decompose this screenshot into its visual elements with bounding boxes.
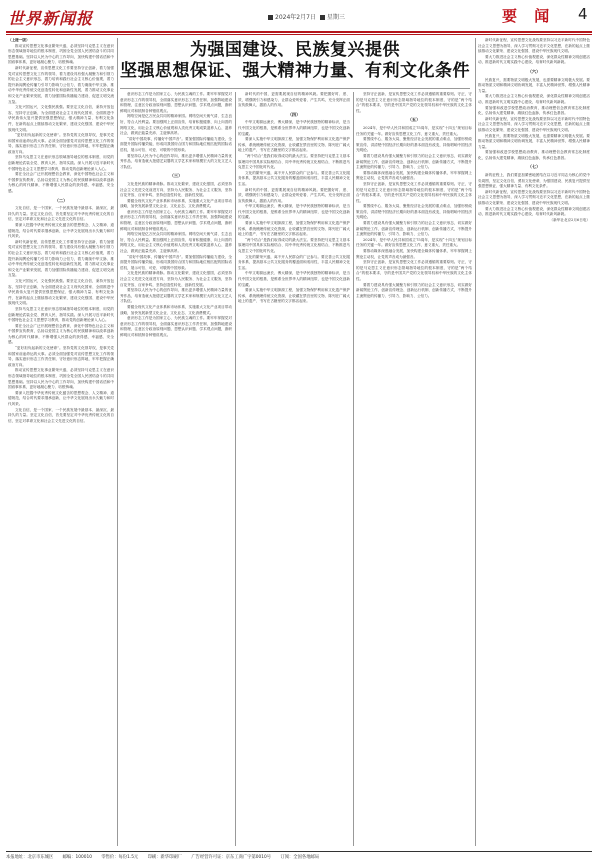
dispatch-credit: （新华社北京2月6日电） xyxy=(549,217,590,222)
section-number: （二） xyxy=(54,197,68,203)
paragraph: 要深入挖掘中华优秀传统文化蕴含的思想观念、人文精神、道德规范，结合时代要求继承创新，让中华文化展现出永久魅力和时代风采。 xyxy=(8,390,114,406)
paragraph: 要健全现代文化产业体系和市场体系，实施重大文化产业项目带动战略，加快发展新型文化企业、文化业态、文化消费模式。 xyxy=(120,198,232,209)
paragraph: “两个结合”是我们取得成功的最大法宝。要坚持把马克思主义基本原理同中国具体实际相结合、同中华优秀传统文化相结合，不断推进马克思主义中国化时代化。 xyxy=(238,237,350,254)
section-number: （三） xyxy=(169,173,183,179)
column-divider xyxy=(235,92,236,846)
paragraph: 中华文明源远流长、博大精深，是中华民族独特的精神标识，是当代中国文化的根基，是维系全世界华人的精神纽带，也是中国文化创新的宝藏。 xyxy=(238,204,350,220)
paragraph: 要加强和改进学校思想政治教育，推动理想信念教育常态化制度化，弘扬伟大建党精神，赓续红色血脉，传承红色基因。 xyxy=(478,105,590,116)
footer-item: 零售价：每份1.5元 xyxy=(101,855,139,860)
paragraph: 坚持守正创新，是宣传思想文化工作必须遵循的重要原则。守正，守的是马克思主义在意识形态领域指导地位的根本制度，守的是“两个结合”的根本要求，守的是中国共产党的文化领导权和中华民族的文化主体性。 xyxy=(356,181,472,203)
paragraph: 民族复兴，需要物质文明极大发展，也需要精神文明极大发展。要推动物质文明和精神文明协调发展，丰富人民精神世界，增强人民精神力量。 xyxy=(478,77,590,93)
paragraph: “讲好中国故事，传播好中国声音”。要加强国际传播能力建设，全面提升国际传播效能，形成同我国综合国力和国际地位相匹配的国际话语权，展示可信、可爱、可敬的中国形象。 xyxy=(120,254,232,270)
paragraph: 坚持马克思主义在意识形态领域指导地位的根本制度，用党的创新理论武装全党、教育人民、指导实践。深入开展习近平新时代中国特色社会主义思想学习教育，推动党的创新理论深入人心。 xyxy=(8,306,114,323)
paragraph: 新时代新征程，宣传思想文化战线要坚持以习近平新时代中国特色社会主义思想为指导，深入学习贯彻习近平文化思想，在新的起点上继续推动文化繁荣、建设文化强国、建设中华民族现代文明。 xyxy=(478,38,590,54)
paragraph: 文化的繁荣兴盛，离不开人民群众的广泛参与。要完善公共文化服务体系，提高基本公共文化服务的覆盖面和适用性，丰富人民精神文化生活。 xyxy=(238,254,350,270)
paragraph: 2024年，是中华人民共和国成立75周年，是实现“十四五”规划目标任务的关键一年。做好宣传思想文化工作，意义重大、责任重大。 xyxy=(356,125,472,136)
paragraph: 要着力建设具有强大凝聚力和引领力的社会主义意识形态，切实做好新闻舆论工作，创新宣传理念、创新运行机制、创新传播方式，不断提升主流舆论的传播力、引导力、影响力、公信力。 xyxy=(356,282,472,298)
masthead xyxy=(6,3,592,29)
article-column-2 xyxy=(120,92,232,846)
issue-date: 2024年2月7日 xyxy=(275,14,316,21)
masthead-rule-thin xyxy=(6,34,592,35)
paragraph: 要健全现代文化产业体系和市场体系，实施重大文化产业项目带动战略，加快发展新型文化企业、文化业态、文化消费模式。 xyxy=(120,304,232,315)
paragraph: 坚持马克思主义在意识形态领域指导地位的根本制度，用党的创新理论武装全党、教育人民、指导实践。深入开展习近平新时代中国特色社会主义思想学习教育，推动党的创新理论深入人心。 xyxy=(8,155,114,171)
section-title: 要 闻 xyxy=(502,7,556,25)
paragraph: 要着力建设具有强大凝聚力和引领力的社会主义意识形态，切实做好新闻舆论工作，创新宣传理念、创新运行机制、创新传播方式，不断提升主流舆论的传播力、引导力、影响力、公信力。 xyxy=(356,221,472,237)
paragraph: 新的征程上，我们要更加紧密地团结在以习近平同志为核心的党中央周围，坚定文化自信，勇担文化使命，为强国建设、民族复兴提供坚强思想保证、强大精神力量、有利文化条件。 xyxy=(478,173,590,189)
square-bullet-icon xyxy=(320,15,325,20)
square-bullet-icon xyxy=(268,15,273,20)
article-column-4 xyxy=(356,92,472,846)
paragraph: 民族复兴，需要物质文明极大发展，也需要精神文明极大发展。要推动物质文明和精神文明协调发展，丰富人民精神世界，增强人民精神力量。 xyxy=(478,133,590,149)
footer-item: 本报地址：北京市东城区 xyxy=(6,855,54,860)
headline-line-1: 为强国建设、民族复兴提供 xyxy=(190,40,400,60)
paragraph: 意识形态工作是为国家立心、为民族立魂的工作。要牢牢掌握党对意识形态工作的领导权，全面落实意识形态工作责任制，加强阵地建设和管理，注意区分政治原则问题、思想认识问题、学术观点问题，旗帜鲜明反对和抵制各种错误观点。 xyxy=(120,92,232,113)
paragraph: 文化自信，是一个国家、一个民族发展中最基本、最深沉、最持久的力量。坚定文化自信，首先要坚定对中华优秀传统文化的自信，坚定对革命文化和社会主义先进文化的自信。 xyxy=(8,407,114,423)
continued-tag: （上接一版） xyxy=(8,38,30,42)
paragraph: 文化自信，是一个国家、一个民族发展中最基本、最深沉、最持久的力量。坚定文化自信，首先要坚定对中华优秀传统文化的自信，坚定对革命文化和社会主义先进文化的自信。 xyxy=(8,206,114,222)
column-divider xyxy=(117,38,118,846)
section-number: （六） xyxy=(527,68,541,74)
paragraph: 坚持守正创新，是宣传思想文化工作必须遵循的重要原则。守正，守的是马克思主义在意识形态领域指导地位的根本制度，守的是“两个结合”的根本要求，守的是中国共产党的文化领导权和中华民族的文化主体性。 xyxy=(356,260,472,281)
paragraph: 网络空间是亿万民众共同的精神家园。网络空间天朗气清、生态良好，符合人民利益。要加强网上正面宣传，培育积极健康、向上向善的网络文化，用社会主义核心价值观和人类优秀文明成果滋养人心、滋养社会，做到正能量充沛、主旋律高昂。 xyxy=(120,232,232,254)
paragraph: 中华文明源远流长、博大精深，是中华民族独特的精神标识，是当代中国文化的根基，是维系全世界华人的精神纽带，也是中国文化创新的宝藏。 xyxy=(238,271,350,287)
footer-rule xyxy=(6,851,592,852)
article-column-3 xyxy=(238,92,350,846)
column-divider xyxy=(475,38,476,846)
paragraph: 文化是民族的精神命脉。推动文化繁荣、建设文化强国，必须坚持社会主义先进文化前进方向，坚持为人民服务、为社会主义服务，坚持百花齐放、百家争鸣，坚持创造性转化、创新性发展。 xyxy=(120,181,232,198)
paragraph: 新时代新征程，宣传思想文化战线要坚持以习近平新时代中国特色社会主义思想为指导，深入学习贯彻习近平文化思想，在新的起点上继续推动文化繁荣、建设文化强国、建设中华民族现代文明。 xyxy=(478,116,590,132)
page-number: 4 xyxy=(578,5,588,23)
paragraph: 文化兴国运兴，文化强民族强。要坚定文化自信，秉持开放包容，坚持守正创新，为全面建设社会主义现代化国家、全面推进中华民族伟大复兴提供坚强思想保证、强大精神力量、有利文化条件，在新的起点上继续推动文化繁荣、建设文化强国、建设中华民族现代文明。 xyxy=(8,278,114,306)
section-number: （七） xyxy=(527,164,541,170)
article-column-5 xyxy=(478,38,590,846)
paragraph: 要围绕中心、服务大局，聚焦经济社会发展的重点难点，加强形势政策宣传，讲清楚中国经济长期向好的基本面没有改变，持续唱响中国经济光明论。 xyxy=(356,204,472,220)
paragraph: “讲好中国故事，传播好中国声音”。要加强国际传播能力建设，全面提升国际传播效能，形成同我国综合国力和国际地位相匹配的国际话语权，展示可信、可爱、可敬的中国形象。 xyxy=(120,136,232,152)
paragraph: 意识形态工作是为国家立心、为民族立魂的工作。要牢牢掌握党对意识形态工作的领导权，全面落实意识形态工作责任制，加强阵地建设和管理，注意区分政治原则问题、思想认识问题、学术观点问题，旗帜鲜明反对和抵制各种错误观点。 xyxy=(120,316,232,337)
article-column-1 xyxy=(8,38,114,846)
paragraph: 要坚持以人民为中心的创作导向，推出更多增强人民精神力量的优秀作品，培育造就大批德艺双馨的文学艺术家和规模宏大的文化文艺人才队伍。 xyxy=(120,153,232,169)
paragraph: 坚持守正创新，是宣传思想文化工作必须遵循的重要原则。守正，守的是马克思主义在意识形态领域指导地位的根本制度，守的是“两个结合”的根本要求，守的是中国共产党的文化领导权和中华民族的文化主体性。 xyxy=(356,92,472,113)
paragraph: 要深入实施中华文明探源工程，加强文物保护利用和文化遗产保护传承，系统梳理传统文化资源，让收藏在禁宫里的文物、陈列在广阔大地上的遗产、书写在古籍里的文字都活起来。 xyxy=(238,288,350,304)
paragraph: 要深入实施中华文明探源工程，加强文物保护利用和文化遗产保护传承，系统梳理传统文化资源，让收藏在禁宫里的文物、陈列在广阔大地上的遗产、书写在古籍里的文字都活起来。 xyxy=(238,137,350,153)
paragraph: 要大力推进社会主义核心价值观建设，深化群众性精神文明创建活动，推进新时代文明实践中心建设，培育时代新风新貌。 xyxy=(478,206,590,217)
paragraph: 要在全社会广泛开展理想信念教育，深化中国特色社会主义和中国梦宣传教育，弘扬以爱国主义为核心的民族精神和以改革创新为核心的时代精神，不断增强人民群众的获得感、幸福感、安全感。 xyxy=(8,172,114,194)
paragraph: 中华文明源远流长、博大精深，是中华民族独特的精神标识，是当代中国文化的根基，是维系全世界华人的精神纽带，也是中国文化创新的宝藏。 xyxy=(238,120,350,136)
paragraph: 要围绕中心、服务大局，聚焦经济社会发展的重点难点，加强形势政策宣传，讲清楚中国经济长期向好的基本面没有改变，持续唱响中国经济光明论。 xyxy=(356,137,472,153)
page-footer xyxy=(6,854,592,860)
issue-weekday: 星期三 xyxy=(326,14,345,21)
paragraph: 意识形态工作是为国家立心、为民族立魂的工作。要牢牢掌握党对意识形态工作的领导权，全面落实意识形态工作责任制，加强阵地建设和管理，注意区分政治原则问题、思想认识问题、学术观点问题，旗帜鲜明反对和抵制各种错误观点。 xyxy=(120,209,232,231)
headline-line-2: 坚强思想保证、强大精神力量、有利文化条件 xyxy=(120,61,470,81)
paragraph: 要大力推进社会主义核心价值观建设，深化群众性精神文明创建活动，推进新时代文明实践中心建设，培育时代新风新貌。 xyxy=(478,54,590,65)
section-number: （五） xyxy=(407,117,421,123)
paragraph: 要着力建设具有强大凝聚力和引领力的社会主义意识形态，切实做好新闻舆论工作，创新宣传理念、创新运行机制、创新传播方式，不断提升主流舆论的传播力、引导力、影响力、公信力。 xyxy=(356,153,472,170)
paragraph: “两个结合”是我们取得成功的最大法宝。要坚持把马克思主义基本原理同中国具体实际相结合、同中华优秀传统文化相结合，不断推进马克思主义中国化时代化。 xyxy=(238,153,350,170)
paragraph: 网络空间是亿万民众共同的精神家园。网络空间天朗气清、生态良好，符合人民利益。要加强网上正面宣传，培育积极健康、向上向善的网络文化，用社会主义核心价值观和人类优秀文明成果滋养人心、滋养社会，做到正能量充沛、主旋律高昂。 xyxy=(120,114,232,136)
paragraph: 新时代新征程，宣传思想文化工作要坚持守正创新，着力加强党对宣传思想文化工作的领导，着力建设具有强大凝聚力和引领力的社会主义意识形态，着力培育和践行社会主义核心价值观，着力提升新闻舆论传播力引导力影响力公信力，着力赓续中华文脉、推动中华优秀传统文化创造性转化和创新性发展，着力推动文化事业和文化产业繁荣发展，着力加强国际传播能力建设、促进文明交流互鉴。 xyxy=(8,239,114,278)
footer-item: 广告经营许可证：京东工商广字第0010号 xyxy=(191,855,272,860)
paragraph: 要深入实施中华文明探源工程，加强文物保护利用和文化遗产保护传承，系统梳理传统文化资源，让收藏在禁宫里的文物、陈列在广阔大地上的遗产、书写在古籍里的文字都活起来。 xyxy=(238,221,350,237)
paragraph: 要在全社会广泛开展理想信念教育，深化中国特色社会主义和中国梦宣传教育，弘扬以爱国主义为核心的民族精神和以改革创新为核心的时代精神，不断增强人民群众的获得感、幸福感、安全感。 xyxy=(8,323,114,345)
paragraph: 要加强和改进学校思想政治教育，推动理想信念教育常态化制度化，弘扬伟大建党精神，赓续红色血脉，传承红色基因。 xyxy=(478,150,590,160)
masthead-rule xyxy=(6,31,592,33)
paragraph: 文化兴国运兴，文化强民族强。要坚定文化自信，秉持开放包容，坚持守正创新，为全面建设社会主义现代化国家、全面推进中华民族伟大复兴提供坚强思想保证、强大精神力量、有利文化条件，在新的起点上继续推动文化繁荣、建设文化强国、建设中华民族现代文明。 xyxy=(8,105,114,132)
paragraph: 要推动媒体深度融合发展，加快构建全媒体传播体系，牢牢掌握网上舆论主动权，让党的声音成为最强音。 xyxy=(356,249,472,259)
paragraph: “更好担负起新的文化使命”。坚持党的文化领导权，是事关党和国家前途命运的大事。必须全面加强党对宣传思想文化工作的领导，落实意识形态工作责任制，守好意识形态阵地，牢牢把握正确政治方向。 xyxy=(8,133,114,154)
paragraph: 要大力推进社会主义核心价值观建设，深化群众性精神文明创建活动，推进新时代文明实践中心建设，培育时代新风新貌。 xyxy=(478,94,590,104)
article-headline xyxy=(120,40,470,82)
paragraph: 新时代的中国，更需要展现自信的精神风貌。要把握好时、度、效，增强吸引力和感染力，让群众爱听爱看、产生共鸣，充分发挥正面宣传鼓舞人、激励人的作用。 xyxy=(238,92,350,108)
section-number: （四） xyxy=(287,111,301,117)
paragraph: 文化的繁荣兴盛，离不开人民群众的广泛参与。要完善公共文化服务体系，提高基本公共文化服务的覆盖面和适用性，丰富人民精神文化生活。 xyxy=(238,170,350,186)
paragraph: 2024年，是中华人民共和国成立75周年，是实现“十四五”规划目标任务的关键一年。做好宣传思想文化工作，意义重大、责任重大。 xyxy=(356,237,472,248)
dateline xyxy=(264,12,345,21)
footer-item: 订阅：全国各地邮局 xyxy=(280,855,320,860)
column-divider xyxy=(353,92,354,846)
footer-item: 邮编：100010 xyxy=(62,855,92,860)
paragraph: 要深入挖掘中华优秀传统文化蕴含的思想观念、人文精神、道德规范，结合时代要求继承创新，让中华文化展现出永久魅力和时代风采。 xyxy=(8,223,114,239)
paragraph: 推动宣传思想文化事业繁荣兴盛，必须坚持马克思主义在意识形态领域指导地位的根本制度，巩固全党全国人民团结奋斗的共同思想基础。坚持以人民为中心的工作导向，加快构建中国话语和中国叙事体系，更好地凝心聚力、培根铸魂。 xyxy=(8,368,114,390)
paragraph: 要推动媒体深度融合发展，加快构建全媒体传播体系，牢牢掌握网上舆论主动权，让党的声音成为最强音。 xyxy=(356,170,472,181)
paragraph: 新时代新征程，宣传思想文化战线要坚持以习近平新时代中国特色社会主义思想为指导，深入学习贯彻习近平文化思想，在新的起点上继续推动文化繁荣、建设文化强国、建设中华民族现代文明。 xyxy=(478,189,590,206)
paragraph: 推动宣传思想文化事业繁荣兴盛，必须坚持马克思主义在意识形态领域指导地位的根本制度，巩固全党全国人民团结奋斗的共同思想基础。坚持以人民为中心的工作导向，加快构建中国话语和中国叙事体系，更好地凝心聚力、培根铸魂。 xyxy=(8,43,114,65)
newspaper-logo: 世界新闻报 xyxy=(8,9,94,28)
paragraph: 新时代的中国，更需要展现自信的精神风貌。要把握好时、度、效，增强吸引力和感染力，让群众爱听爱看、产生共鸣，充分发挥正面宣传鼓舞人、激励人的作用。 xyxy=(238,187,350,203)
paragraph: “更好担负起新的文化使命”。坚持党的文化领导权，是事关党和国家前途命运的大事。必须全面加强党对宣传思想文化工作的领导，落实意识形态工作责任制，守好意识形态阵地，牢牢把握正确政治方向。 xyxy=(8,346,114,367)
headline-rule xyxy=(120,88,470,89)
paragraph: 要坚持以人民为中心的创作导向，推出更多增强人民精神力量的优秀作品，培育造就大批德艺双馨的文学艺术家和规模宏大的文化文艺人才队伍。 xyxy=(120,288,232,304)
paragraph: 文化是民族的精神命脉。推动文化繁荣、建设文化强国，必须坚持社会主义先进文化前进方向，坚持为人民服务、为社会主义服务，坚持百花齐放、百家争鸣，坚持创造性转化、创新性发展。 xyxy=(120,271,232,287)
paragraph: 新时代新征程，宣传思想文化工作要坚持守正创新，着力加强党对宣传思想文化工作的领导，着力建设具有强大凝聚力和引领力的社会主义意识形态，着力培育和践行社会主义核心价值观，着力提升新闻舆论传播力引导力影响力公信力，着力赓续中华文脉、推动中华优秀传统文化创造性转化和创新性发展，着力推动文化事业和文化产业繁荣发展，着力加强国际传播能力建设、促进文明交流互鉴。 xyxy=(8,65,114,104)
footer-item: 印刷：新华印刷厂 xyxy=(147,855,182,860)
